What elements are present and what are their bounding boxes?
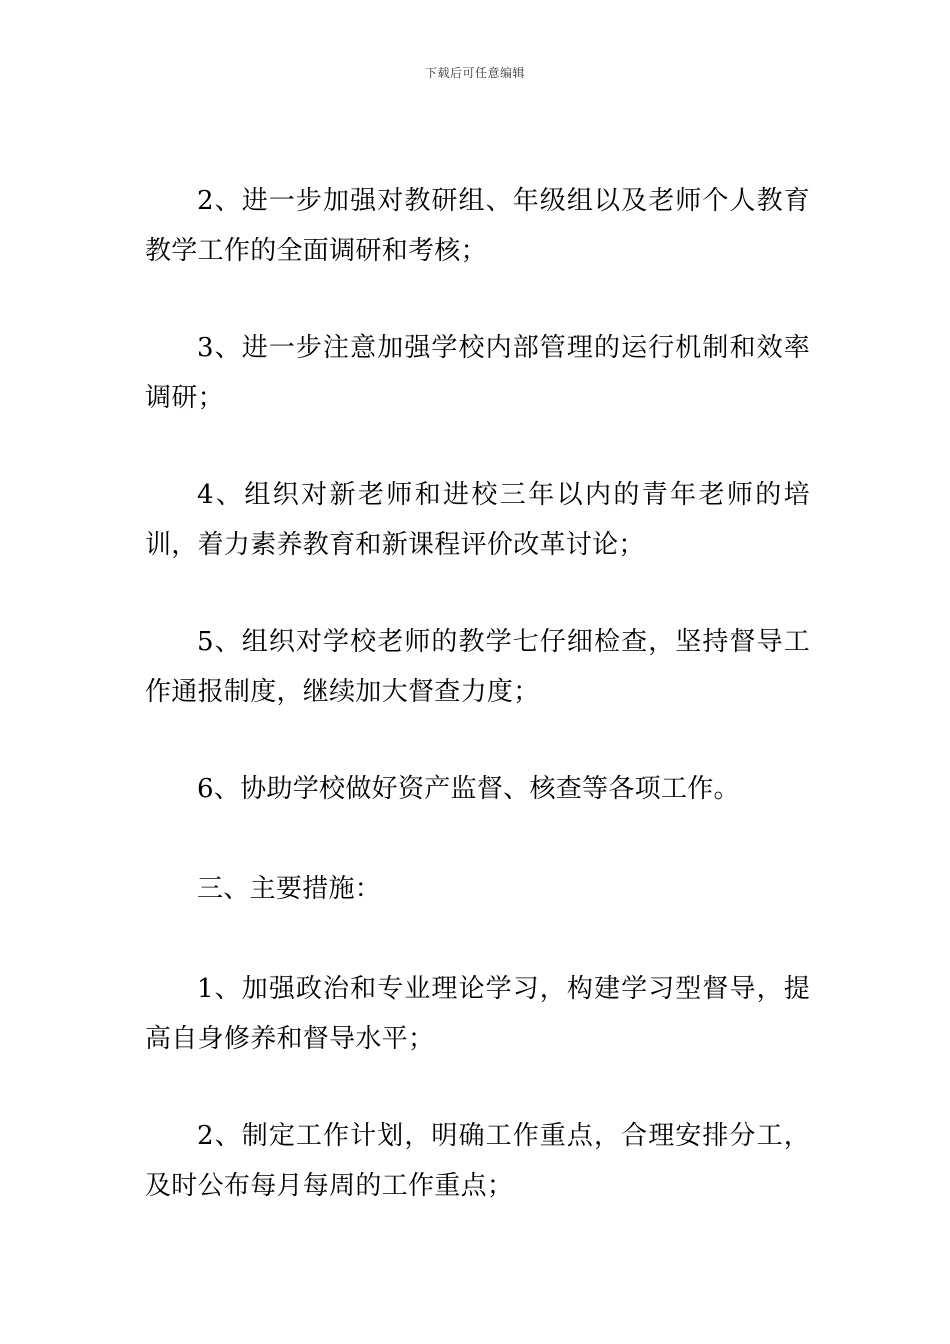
paragraph-item-2: 2、进一步加强对教研组、年级组以及老师个人教育教学工作的全面调研和考核； xyxy=(145,186,810,266)
paragraph-item-3: 3、进一步注意加强学校内部管理的运行机制和效率调研； xyxy=(145,333,810,413)
page-header: 下载后可任意编辑 xyxy=(424,66,525,80)
measure-item-1: 1、加强政治和专业理论学习，构建学习型督导，提高自身修养和督导水平； xyxy=(145,974,810,1054)
document-body xyxy=(145,176,810,1258)
measure-item-2: 2、制定工作计划，明确工作重点，合理安排分工，及时公布每月每周的工作重点； xyxy=(145,1121,810,1201)
section-heading-measures: 三、主要措施： xyxy=(197,874,382,904)
paragraph-item-5: 5、组织对学校老师的教学七仔细检查，坚持督导工作通报制度，继续加大督查力度； xyxy=(145,627,810,707)
paragraph-item-4: 4、组织对新老师和进校三年以内的青年老师的培训，着力素养教育和新课程评价改革讨论； xyxy=(145,480,810,560)
paragraph-item-6: 6、协助学校做好资产监督、核查等各项工作。 xyxy=(197,774,740,804)
